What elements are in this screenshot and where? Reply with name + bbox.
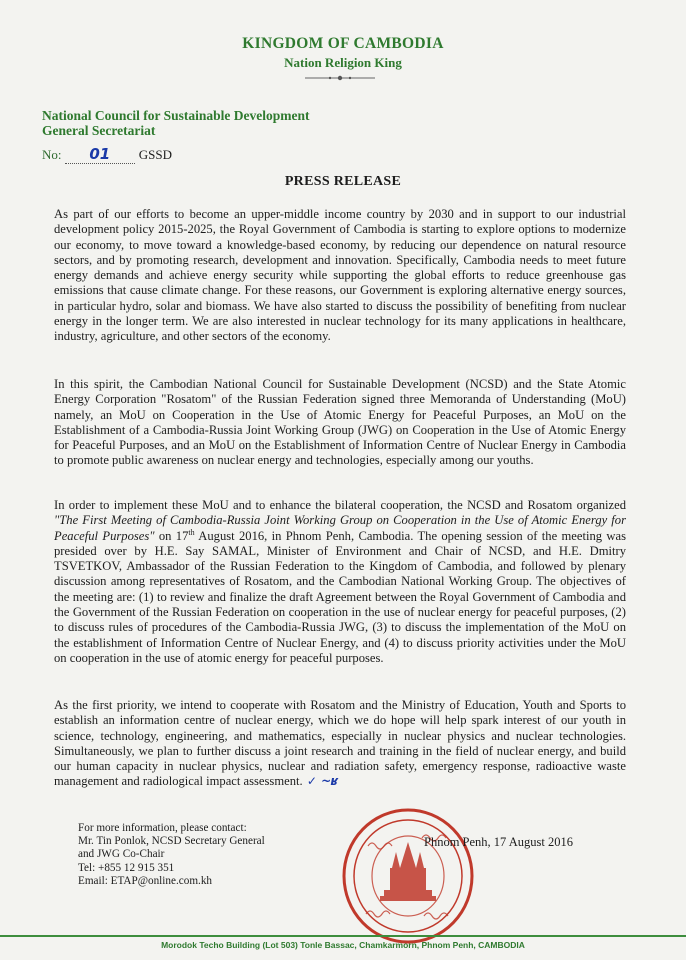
contact-intro: For more information, please contact: bbox=[78, 822, 247, 834]
national-motto: Nation Religion King bbox=[284, 55, 402, 70]
footer-divider bbox=[0, 935, 686, 937]
document-number-suffix: GSSD bbox=[138, 147, 172, 162]
paragraph-4-text: As the first priority, we intend to cooperate with Rosatom and the Ministry of Education, Youth and Sports to establish an information centre of nuclear energy, which we do hope will help spark interest of our youth in science, technology, engineering, and mathematics, especially in nuclear physics and nuclear technologies. Simultaneously, we plan to further discuss a joint research and training in the field of nuclear energy, and build our human capacity in nuclear physics, nuclear and radiation safety, emergency response, radioactive waste management and radiological impact assessment. bbox=[54, 698, 626, 789]
contact-email: Email: ETAP@online.com.kh bbox=[78, 874, 213, 887]
handwritten-initials: ✓ ~ʁ bbox=[302, 774, 339, 789]
contact-person: Mr. Tin Ponlok, NCSD Secretary General bbox=[78, 835, 265, 848]
footer-address: Morodok Techo Building (Lot 503) Tonle Bassac, Chamkarmorn, Phnom Penh, CAMBODIA bbox=[161, 940, 525, 950]
meeting-title: "The First Meeting of Cambodia-Russia Joint Working Group on Cooperation in the Use of Atomic Energy for Peaceful Purposes" bbox=[54, 513, 626, 543]
paragraph-4 bbox=[54, 698, 626, 790]
issuing-office bbox=[42, 108, 310, 138]
contact-block bbox=[78, 822, 265, 888]
contact-role: and JWG Co-Chair bbox=[78, 848, 165, 861]
date-ordinal: th bbox=[188, 527, 195, 537]
ornament-divider bbox=[300, 74, 380, 82]
kingdom-heading: KINGDOM OF CAMBODIA bbox=[242, 35, 444, 52]
secretariat-name: General Secretariat bbox=[42, 123, 156, 138]
paragraph-3-body: August 2016, in Phnom Penh, Cambodia. The opening session of the meeting was presided over by H.E. Say SAMAL, Minister of Environment and Chair of NCSD, and H.E. Dmitry TSVETKOV, Ambassador of the Russian Federation to the Kingdom of Cambodia, and followed by plenary discussion among representatives of Rosatom, and the Cambodian National Working Group. The objectives of the meeting are: (1) to review and finalize the draft Agreement between the Royal Government of Cambodia and the Government of the Russian Federation on cooperation in the use of nuclear energy for peaceful purposes, (2) to discuss rules of procedures of the Cambodia-Russia JWG, (3) to discuss the implementation of the MoU on the establishment of Information Centre of Nuclear Energy, and (4) to discuss priority activities under the MoU on cooperation in the use of atomic energy for peaceful purposes. bbox=[54, 528, 626, 665]
document-number bbox=[42, 145, 172, 164]
document-number-value: 01 bbox=[65, 145, 135, 164]
paragraph-1: As part of our efforts to become an upper-middle income country by 2030 and in support to our industrial development policy 2015-2025, the Royal Government of Cambodia is starting to explore options to modernize our economy, to move toward a knowledge-based economy, by reducing our dependence on natural resource sectors, and by promoting research, development and innovation. Specifically, Cambodia needs to meet future energy demands and achieve energy security while supporting the global efforts to reduce greenhouse gas emissions that cause climate change. For these reasons, our Government is exploring alternative energy sources, in particular hydro, solar and biomass. We have also started to discuss the possibility of benefiting from nuclear energy in the longer term. We are also interested in nuclear technology for its many applications in healthcare, industry, agriculture, and other sectors of the economy. bbox=[54, 207, 626, 344]
official-seal-stamp bbox=[338, 806, 478, 946]
page-title: PRESS RELEASE bbox=[284, 174, 402, 189]
paragraph-3-intro: In order to implement these MoU and to enhance the bilateral cooperation, the NCSD and Rosatom organized bbox=[54, 498, 626, 512]
contact-phone: Tel: +855 12 915 351 bbox=[78, 861, 175, 874]
document-number-label: No: bbox=[42, 147, 62, 162]
paragraph-2: In this spirit, the Cambodian National Council for Sustainable Development (NCSD) and the State Atomic Energy Corporation "Rosatom" of the Russian Federation signed three Memoranda of Understanding (MoU) namely, an MoU on Cooperation in the Use of Atomic Energy for Peaceful Purposes, an MoU on the Establishment of a Cambodia-Russia Joint Working Group (JWG) on Cooperation in the Use of Atomic Energy for Peaceful Purposes, and an MoU on the Establishment of Information Centre of Nuclear Energy in Cambodia to promote public awareness on nuclear energy and technologies, especially among our youths. bbox=[54, 377, 626, 468]
council-name: National Council for Sustainable Development bbox=[42, 108, 310, 123]
paragraph-3-date: on 17 bbox=[154, 528, 189, 543]
place-and-date: Phnom Penh, 17 August 2016 bbox=[424, 835, 573, 849]
paragraph-3 bbox=[54, 498, 626, 666]
